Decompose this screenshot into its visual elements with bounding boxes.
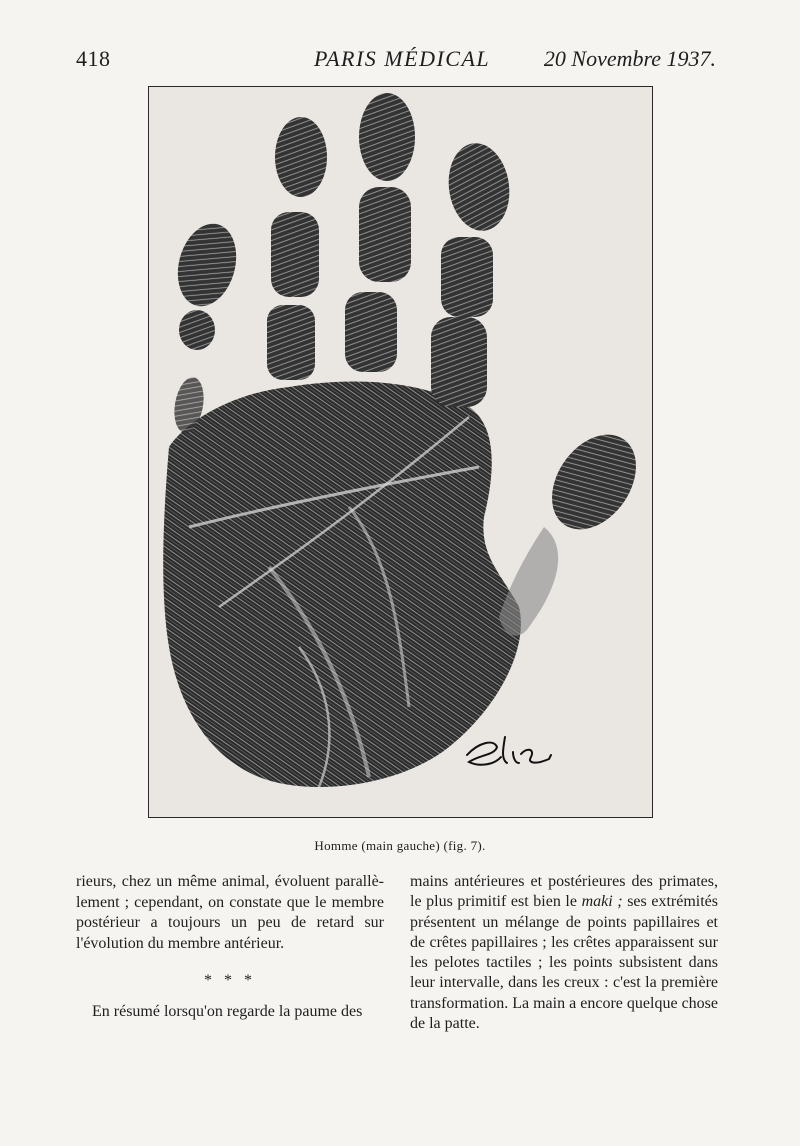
- left-paragraph-2: En résumé lorsqu'on regarde la paume des: [92, 1003, 363, 1020]
- issue-date: 20 Novembre 1937.: [543, 46, 716, 71]
- palm-shape: [163, 382, 521, 787]
- journal-title: PARIS MÉDICAL: [314, 46, 491, 71]
- italic-term-maki: maki ;: [581, 893, 623, 911]
- palm-print-figure: [148, 86, 653, 818]
- figure-caption: Homme (main gauche) (fig. 7).: [314, 838, 486, 853]
- page-number: 418: [76, 46, 111, 71]
- left-paragraph-1: rieurs, chez un même animal, évoluent parallèlement ; cependant, on constate que le membre postérieur a toujours un peu de retard sur l'évolution du membre antérieur.: [76, 873, 384, 952]
- section-separator: [76, 974, 384, 988]
- right-text-column: [410, 872, 718, 1034]
- palm-print-image: [149, 87, 651, 816]
- left-text-column: [76, 872, 384, 1023]
- right-text-start: mains antérieures et postérieures des primates, le plus primitif est bien le: [410, 873, 718, 911]
- running-header: [76, 44, 716, 74]
- separator-stars: * * *: [204, 972, 256, 989]
- right-paragraph: [410, 872, 718, 1034]
- right-text-end: ses extrémités présentent un mélange de points papillaires et de crêtes papillaires ; les crêtes apparaissent sur les pelotes tactiles ; les points subsistent dans leur intervalle, dans les creux : c'est la première transformation. La main a encore quelque chose de la patte.: [410, 893, 718, 1033]
